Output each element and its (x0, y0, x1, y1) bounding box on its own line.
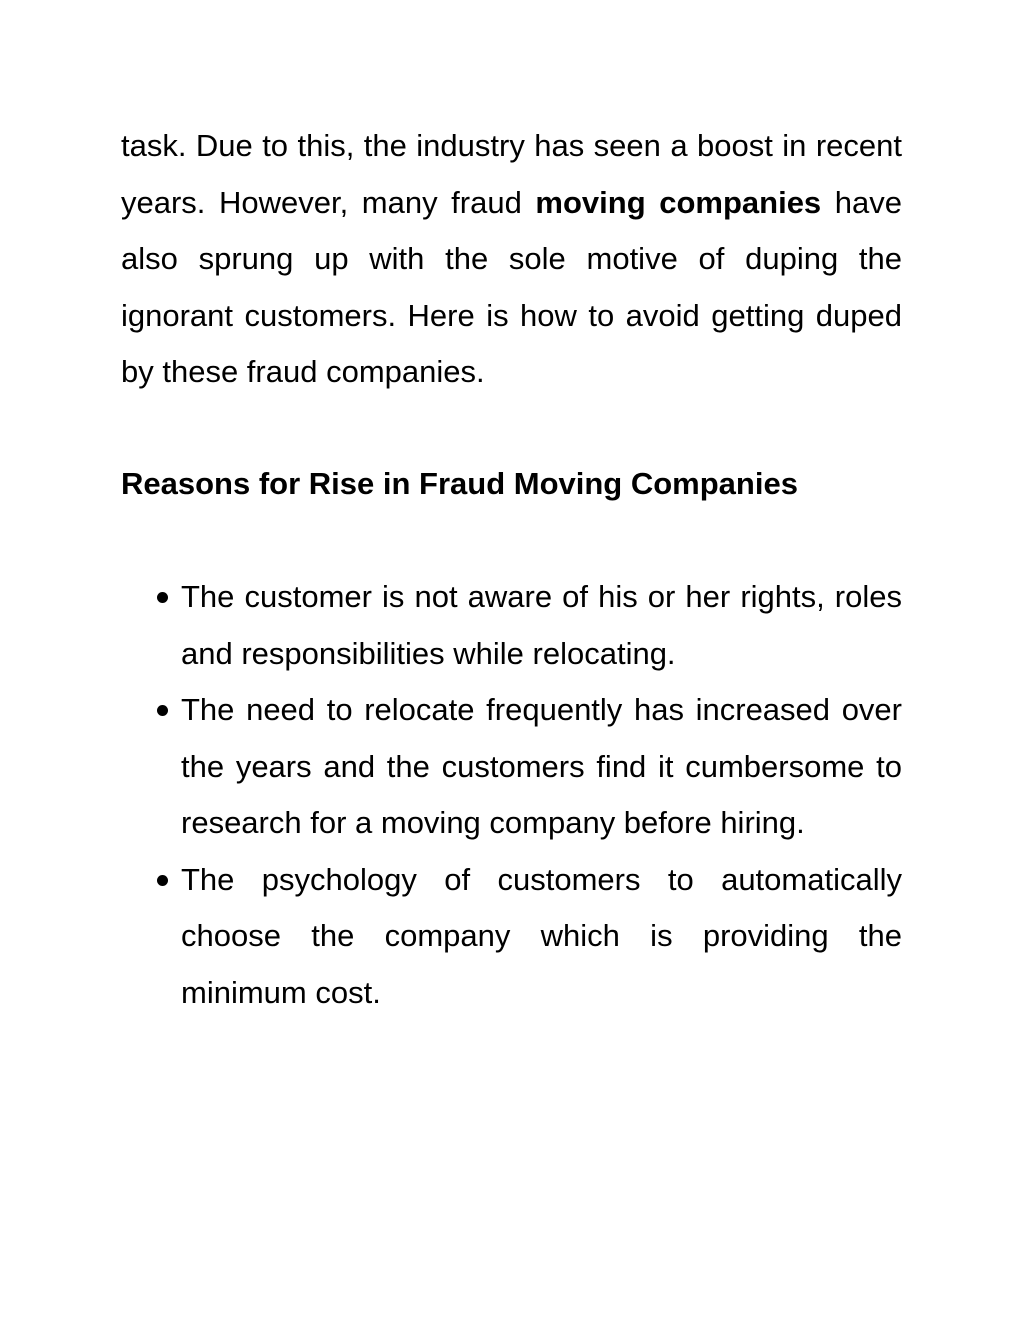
intro-bold-phrase: moving companies (535, 184, 822, 220)
intro-paragraph (121, 118, 902, 401)
intro-text-part2: have also sprung up with the sole motive of duping the ignorant customers. Here is how to avoid getting duped by these fraud companies. (121, 184, 902, 389)
section-heading: Reasons for Rise in Fraud Moving Companies (121, 465, 798, 501)
reasons-list (121, 569, 902, 1021)
list-item (121, 852, 902, 1022)
intro-text-part1: task. Due to this, the industry has seen a boost in recent years. However, many fraud (121, 128, 902, 220)
bullet-icon (157, 705, 168, 716)
bullet-icon (157, 592, 168, 603)
list-item (121, 569, 902, 682)
list-item-text: The need to relocate frequently has increased over the years and the customers find it cumbersome to research for a moving company before hiring. (181, 692, 902, 840)
list-item-text: The psychology of customers to automatically choose the company which is providing the minimum cost. (181, 861, 902, 1010)
bullet-icon (157, 875, 168, 886)
document-page (121, 118, 902, 1021)
list-item-text: The customer is not aware of his or her rights, roles and responsibilities while relocating. (181, 579, 902, 671)
list-item (121, 682, 902, 852)
